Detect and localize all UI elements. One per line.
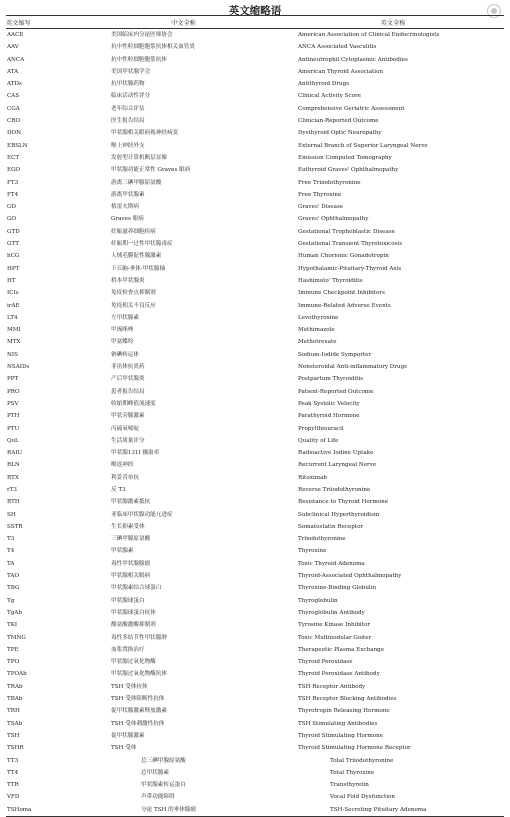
table-row	[6, 54, 504, 66]
english-name-cell: Free Thyroxine	[298, 191, 342, 198]
english-name-cell: Free Triiodothyronine	[298, 179, 361, 186]
table-row	[6, 521, 504, 533]
abbreviation-cell: PTU	[7, 425, 20, 432]
english-name-cell: Gestational Trophoblastic Disease	[298, 228, 395, 235]
english-name-cell: Levothyroxine	[298, 314, 339, 321]
abbreviation-cell: GO	[7, 216, 17, 223]
abbreviation-cell: PPT	[7, 376, 19, 383]
english-name-cell: Radioactive Iodine Uptake	[298, 450, 374, 457]
abbreviation-cell: TAO	[7, 573, 20, 580]
chinese-name-cell: 甲状腺球蛋白	[111, 597, 145, 604]
chinese-name-cell: 毒性多结节性甲状腺肿	[111, 634, 167, 641]
abbreviation-cell: ECT	[7, 154, 20, 161]
chinese-name-cell: 桥本甲状腺炎	[111, 277, 145, 284]
table-row	[6, 275, 504, 287]
table-row	[6, 140, 504, 152]
abbreviation-cell: RAIU	[7, 450, 23, 457]
chinese-name-cell: 妊娠滋养细胞疾病	[111, 228, 156, 235]
abbreviation-cell: CGA	[7, 105, 20, 112]
chinese-name-cell: 老年综合评估	[111, 105, 145, 112]
chinese-name-cell: 分泌 TSH 的垂体腺瘤	[141, 806, 197, 813]
chinese-name-cell: 三碘甲腺原氨酸	[111, 536, 151, 543]
table-row	[6, 398, 504, 410]
chinese-name-cell: 钠碘转运体	[111, 351, 139, 358]
chinese-name-cell: 临床活动性评分	[111, 93, 151, 100]
chinese-name-cell: 收缩期峰值流速度	[111, 400, 156, 407]
abbreviation-cell: TT4	[7, 769, 19, 776]
english-name-cell: Patient-Reported Outcome	[298, 388, 374, 395]
english-name-cell: Quality of Life	[298, 437, 339, 444]
english-name-cell: Thyroid Stimulating Hormone	[298, 732, 384, 739]
chinese-name-cell: 非甾体抗炎药	[111, 364, 145, 371]
chinese-name-cell: 总甲状腺素	[141, 769, 169, 776]
english-name-cell: American Thyroid Association	[298, 68, 384, 75]
abbreviation-cell: EBSLN	[7, 142, 28, 149]
chinese-name-cell: 声带功能障碍	[141, 794, 175, 801]
table-row	[6, 349, 504, 361]
english-name-cell: Postpartum Thyroiditis	[298, 376, 364, 383]
english-name-cell: Antineutrophil Cytoplasmic Antibodies	[298, 56, 408, 63]
abbreviation-cell: PRO	[7, 388, 20, 395]
english-name-cell: Vocal Fold Dysfunction	[330, 794, 395, 801]
table-row	[6, 103, 504, 115]
chinese-name-cell: 甲状腺球蛋白抗体	[111, 609, 156, 616]
table-row	[6, 386, 504, 398]
table-row	[6, 238, 504, 250]
abbreviation-cell: HPT	[7, 265, 20, 272]
english-name-cell: Therapeutic Plasma Exchange	[298, 646, 385, 653]
table-row	[6, 484, 504, 496]
table-row	[6, 742, 504, 754]
english-name-cell: Somatostatin Receptor	[298, 523, 364, 530]
chinese-name-cell: 发射型计算机断层显像	[111, 154, 167, 161]
table-row	[6, 250, 504, 262]
english-name-cell: Dysthyroid Optic Neuropathy	[298, 130, 382, 137]
chinese-name-cell: TSH 受体	[111, 745, 137, 752]
abbreviation-cell: MTX	[7, 339, 21, 346]
chinese-name-cell: 妊娠期一过性甲状腺毒症	[111, 241, 173, 248]
abbreviation-cell: TTR	[7, 782, 19, 789]
english-name-cell: Thyroxine	[298, 548, 327, 555]
english-name-cell: ANCA Associated Vasculitis	[298, 44, 377, 51]
table-row	[6, 718, 504, 730]
table-row	[6, 693, 504, 705]
english-name-cell: Total Triiodothyronine	[330, 757, 394, 764]
table-row	[6, 472, 504, 484]
table-row	[6, 459, 504, 471]
table-row	[6, 570, 504, 582]
abbreviation-cell: SH	[7, 511, 16, 518]
table-header-row	[6, 16, 504, 29]
table-row	[6, 804, 504, 817]
table-row	[6, 595, 504, 607]
english-name-cell: Recurrent Laryngeal Nerve	[298, 462, 377, 469]
table-row	[6, 545, 504, 557]
table-row	[6, 189, 504, 201]
chinese-name-cell: 促甲状腺激素释放激素	[111, 708, 167, 715]
abbreviation-cell: GD	[7, 204, 16, 211]
english-name-cell: Comprehensive Geriatric Assessment	[298, 105, 405, 112]
abbreviation-cell: TSAb	[7, 720, 23, 727]
abbreviation-cell: LT4	[7, 314, 18, 321]
english-name-cell: Thyroid Peroxidase Antibody	[298, 671, 380, 678]
abbreviation-cell: SSTR	[7, 523, 23, 530]
english-name-cell: Thyrotropin Releasing Hormone	[298, 708, 390, 715]
english-name-cell: Immune-Related Adverse Events	[298, 302, 391, 309]
table-row	[6, 201, 504, 213]
table-row	[6, 213, 504, 225]
english-name-cell: External Branch of Superior Laryngeal Nerve	[298, 142, 428, 149]
abbreviation-cell: TPO	[7, 659, 20, 666]
chinese-name-cell: 总三碘甲腺原氨酸	[141, 757, 186, 764]
table-row	[6, 705, 504, 717]
english-name-cell: Peak Systolic Velocity	[298, 400, 360, 407]
english-name-cell: Thyroid Peroxidase	[298, 659, 353, 666]
chinese-name-cell: 反 T3	[111, 486, 126, 493]
english-name-cell: Hypothalamic-Pituitary-Thyroid Axis	[298, 265, 402, 272]
abbreviation-cell: CAS	[7, 93, 20, 100]
table-row	[6, 423, 504, 435]
english-name-cell: Methimazole	[298, 327, 335, 334]
chinese-name-cell: 亚临床甲状腺功能亢进症	[111, 511, 173, 518]
abbreviation-cell: ICIs	[7, 290, 19, 297]
abbreviation-cell: ANCA	[7, 56, 25, 63]
chinese-name-cell: 甲状腺功能正常性 Graves 眼病	[111, 167, 191, 174]
table-row	[6, 41, 504, 53]
table-row	[6, 656, 504, 668]
abbreviation-cell: VFD	[7, 794, 20, 801]
table-row	[6, 496, 504, 508]
chinese-name-cell: 甲状腺相关眼病视神经病变	[111, 130, 179, 137]
chinese-name-cell: 生长抑素受体	[111, 523, 145, 530]
english-name-cell: Euthyroid Graves' Ophthalmopathy	[298, 167, 399, 174]
abbreviation-cell: EGO	[7, 167, 21, 174]
table-row	[6, 509, 504, 521]
table-row	[6, 373, 504, 385]
abbreviation-cell: T3	[7, 536, 15, 543]
english-name-cell: TSH Receptor Antibody	[298, 683, 366, 690]
english-name-cell: Toxic Thyroid Adenoma	[298, 560, 365, 567]
english-name-cell: Tyrosine Kinase Inhibitor	[298, 622, 371, 629]
abbreviation-cell: TSH	[7, 732, 20, 739]
abbreviation-cell: TT3	[7, 757, 19, 764]
table-row	[6, 558, 504, 570]
english-name-cell: Triiodothyronine	[298, 536, 346, 543]
english-name-cell: Thyroid-Associated Ophthalmopathy	[298, 573, 402, 580]
english-name-cell: Antithyroid Drugs	[298, 81, 350, 88]
english-name-cell: Thyroglobulin Antibody	[298, 609, 365, 616]
chinese-name-cell: 下丘脑-垂体-甲状腺轴	[111, 265, 166, 272]
header-english-name: 英文全称	[380, 19, 406, 27]
table-row	[6, 767, 504, 779]
table-row	[6, 582, 504, 594]
header-chinese-name: 中文全称	[171, 19, 196, 27]
english-name-cell: Nonsteroidal Anti-inflammatory Drugs	[298, 364, 408, 371]
abbreviation-cell: T4	[7, 548, 15, 555]
table-row	[6, 152, 504, 164]
english-name-cell: Human Chorionic Gonadotropin	[298, 253, 389, 260]
abbreviation-cell: CRO	[7, 118, 21, 125]
english-name-cell: Toxic Multinodular Goiter	[298, 634, 372, 641]
english-name-cell: Clinician-Reported Outcome	[298, 118, 379, 125]
chinese-name-cell: 促甲状腺激素	[111, 732, 145, 739]
table-row	[6, 668, 504, 680]
table-row	[6, 619, 504, 631]
english-name-cell: Thyroglobulin	[298, 597, 338, 604]
english-name-cell: Immune Checkpoint Inhibitors	[298, 290, 385, 297]
abbreviation-cell: Tg	[7, 597, 15, 604]
table-row	[6, 730, 504, 742]
chinese-name-cell: 游离甲状腺素	[111, 191, 145, 198]
english-name-cell: Transthyretin	[330, 782, 369, 789]
chinese-name-cell: 产后甲状腺炎	[111, 376, 145, 383]
abbreviation-cell: PTH	[7, 413, 20, 420]
chinese-name-cell: 甲状腺素转运蛋白	[141, 782, 186, 789]
table-row	[6, 632, 504, 644]
english-name-cell: Rituximab	[298, 474, 328, 481]
english-name-cell: Reverse Triiodothyronine	[298, 486, 371, 493]
abbreviation-cell: GTT	[7, 241, 20, 248]
table-row	[6, 410, 504, 422]
chinese-name-cell: 甲状腺相关眼病	[111, 573, 151, 580]
table-row	[6, 127, 504, 139]
chinese-name-cell: 毒性甲状腺腺瘤	[111, 560, 151, 567]
chinese-name-cell: 抗中性粒细胞胞浆抗体相关血管炎	[111, 44, 195, 51]
chinese-name-cell: 甲状腺过氧化物酶抗体	[111, 671, 167, 678]
chinese-name-cell: 游离三碘甲腺原氨酸	[111, 179, 162, 186]
chinese-name-cell: 喉返神经	[111, 462, 134, 469]
abbreviation-cell: TgAb	[7, 609, 22, 616]
chinese-name-cell: 人绒毛膜促性腺激素	[111, 253, 162, 260]
abbreviation-cell: NSAIDs	[7, 364, 30, 371]
chinese-name-cell: TSH 受体抗体	[111, 683, 148, 690]
abbreviation-cell: TSHoma	[7, 806, 32, 813]
table-row	[6, 263, 504, 275]
abbreviation-cell: TPE	[7, 646, 19, 653]
abbreviation-cell: ATDs	[7, 81, 22, 88]
table-row	[6, 66, 504, 78]
chinese-name-cell: 美国甲状腺学会	[111, 68, 151, 75]
abbreviation-cell: irAE	[7, 302, 20, 309]
chinese-name-cell: 利妥昔单抗	[111, 474, 139, 481]
english-name-cell: Propylthiouracil	[298, 425, 344, 432]
table-row	[6, 361, 504, 373]
chinese-name-cell: 甲状旁腺激素	[111, 413, 145, 420]
table-row	[6, 791, 504, 803]
abbreviation-cell: TBG	[7, 585, 20, 592]
english-name-cell: TSH Stimulating Antibodies	[298, 720, 378, 727]
english-name-cell: Total Thyroxine	[330, 769, 375, 776]
table-row	[6, 435, 504, 447]
table-row	[6, 533, 504, 545]
abbreviation-cell: QoL	[7, 437, 19, 444]
table-row	[6, 164, 504, 176]
english-name-cell: Graves' Ophthalmopathy	[298, 216, 369, 223]
table-row	[6, 78, 504, 90]
english-name-cell: Thyroxine-Binding Globulin	[298, 585, 377, 592]
english-name-cell: Methotrexate	[298, 339, 337, 346]
abbreviation-cell: TRH	[7, 708, 20, 715]
english-name-cell: Resistance to Thyroid Hormone	[298, 499, 389, 506]
chinese-name-cell: 甲状腺素	[111, 548, 134, 555]
english-name-cell: TSH-Secreting Pituitary Adenoma	[330, 806, 427, 813]
chinese-name-cell: 喉上神经外支	[111, 142, 145, 149]
chinese-name-cell: Graves 眼病	[111, 216, 144, 223]
table-row	[6, 779, 504, 791]
chinese-name-cell: 甲状腺过氧化物酶	[111, 659, 156, 666]
abbreviation-cell: rT3	[7, 486, 17, 493]
chinese-name-cell: 丙硫氧嘧啶	[111, 425, 139, 432]
chinese-name-cell: 患者报告结局	[111, 388, 145, 395]
table-row	[6, 287, 504, 299]
chinese-name-cell: 格雷夫斯病	[111, 204, 139, 211]
abbreviation-cell: FT4	[7, 191, 19, 198]
english-name-cell: Graves' Disease	[298, 204, 344, 211]
chinese-name-cell: 免疫检查点抑制剂	[111, 290, 156, 297]
table-row	[6, 447, 504, 459]
english-name-cell: Sodium-Iodide Symporter	[298, 351, 372, 358]
table-row	[6, 607, 504, 619]
table-body	[6, 29, 504, 817]
chinese-name-cell: 血浆置换治疗	[111, 646, 145, 653]
abbreviation-cell: RTH	[7, 499, 20, 506]
table-row	[6, 644, 504, 656]
table-row	[6, 29, 504, 42]
table-row	[6, 177, 504, 189]
english-name-cell: Hashimoto' Thyroiditis	[298, 277, 363, 284]
english-name-cell: Clinical Activity Score	[298, 93, 361, 100]
chinese-name-cell: 甲巯咪唑	[111, 327, 134, 334]
abbreviation-table	[6, 15, 504, 817]
chinese-name-cell: TSH 受体刺激性抗体	[111, 720, 165, 727]
header-abbr: 英文缩写	[6, 19, 31, 27]
table-row	[6, 681, 504, 693]
chinese-name-cell: 医生报告结局	[111, 118, 145, 125]
chinese-name-cell: 美国临床内分泌医师协会	[111, 32, 173, 38]
english-name-cell: American Association of Clinical Endocrinologists	[298, 32, 440, 38]
abbreviation-cell: TSHR	[7, 745, 24, 752]
table-row	[6, 336, 504, 348]
chinese-name-cell: 甲状腺素结合球蛋白	[111, 585, 162, 592]
abbreviation-cell: hCG	[7, 253, 20, 260]
abbreviation-cell: HT	[7, 277, 16, 284]
chinese-name-cell: 左甲状腺素	[111, 314, 139, 321]
abbreviation-cell: TMNG	[7, 634, 26, 641]
abbreviation-cell: NIS	[7, 351, 18, 358]
abbreviation-cell: TKI	[7, 622, 18, 629]
english-name-cell: Parathyroid Hormone	[298, 413, 360, 420]
abbreviation-cell: DON	[7, 130, 21, 137]
abbreviation-cell: TBAb	[7, 696, 23, 703]
chinese-name-cell: 免疫相关不良反应	[111, 302, 156, 309]
english-name-cell: Subclinical Hyperthyroidism	[298, 511, 380, 518]
abbreviation-cell: MMI	[7, 327, 21, 334]
abbreviation-cell: FT3	[7, 179, 19, 186]
english-name-cell: Gestational Transient Thyrotoxicosis	[298, 241, 403, 248]
english-name-cell: Emission Computed Tomography	[298, 154, 392, 161]
english-name-cell: Thyroid Stimulating Hormone Receptor	[298, 745, 411, 752]
abbreviation-cell: ATA	[7, 68, 19, 75]
abbreviation-cell: RLN	[7, 462, 20, 469]
chinese-name-cell: 抗中性粒细胞胞浆抗体	[111, 56, 167, 63]
page-title: 英文缩略语	[228, 5, 282, 17]
abbreviation-cell: AACE	[7, 32, 24, 38]
table-row	[6, 300, 504, 312]
chinese-name-cell: 酪氨酸激酶抑制剂	[111, 622, 156, 629]
abbreviation-cell: PSV	[7, 400, 19, 407]
table-row	[6, 324, 504, 336]
abbreviation-cell: RTX	[7, 474, 19, 481]
table-row	[6, 755, 504, 767]
table-row	[6, 312, 504, 324]
chinese-name-cell: TSH 受体阻断性抗体	[111, 696, 165, 703]
table-row	[6, 90, 504, 102]
chinese-name-cell: 生活质量评分	[111, 437, 145, 444]
table-row	[6, 226, 504, 238]
abbreviation-cell: TA	[7, 560, 15, 567]
english-name-cell: TSH Receptor Blocking Antibodies	[298, 696, 397, 703]
abbreviation-cell: TRAb	[7, 683, 23, 690]
abbreviation-cell: AAV	[7, 44, 19, 51]
chinese-name-cell: 抗甲状腺药物	[111, 81, 145, 88]
abbreviation-cell: GTD	[7, 228, 20, 235]
abbreviation-cell: TPOAb	[7, 671, 27, 678]
table-row	[6, 115, 504, 127]
chinese-name-cell: 甲氨蝶呤	[111, 339, 134, 346]
chinese-name-cell: 甲状腺131I 摄取率	[111, 450, 160, 457]
chinese-name-cell: 甲状腺激素抵抗	[111, 499, 151, 506]
